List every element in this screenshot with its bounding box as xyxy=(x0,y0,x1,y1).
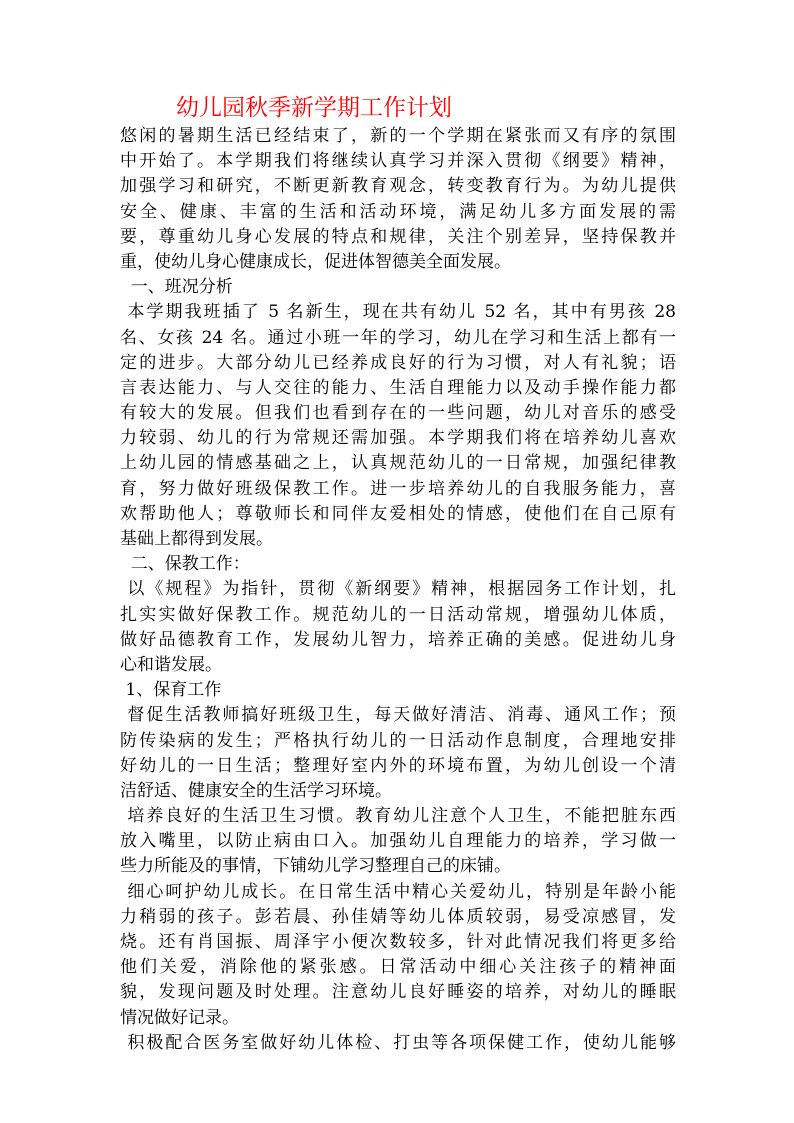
text-line: 安全、健康、丰富的生活和活动环境，满足幼儿多方面发展的需 xyxy=(120,201,676,222)
text-line: 力较弱、幼儿的行为常规还需加强。本学期我们将在培养幼儿喜欢 xyxy=(120,428,676,449)
text-line: 好幼儿的一日生活；整理好室内外的环境布置，为幼儿创设一个清 xyxy=(120,755,676,776)
text-line: 悠闲的暑期生活已经结束了，新的一个学期在紧张而又有序的氛围 xyxy=(120,126,676,146)
text-line: 二、保教工作： xyxy=(120,554,250,575)
text-line: 做好品德教育工作，发展幼儿智力，培养正确的美感。促进幼儿身 xyxy=(120,629,676,650)
text-line: 本学期我班插了 5 名新生，现在共有幼儿 52 名，其中有男孩 28 xyxy=(120,302,676,323)
text-line: 培养良好的生活卫生习惯。教育幼儿注意个人卫生，不能把脏东西 xyxy=(120,806,676,827)
text-line: 防传染病的发生；严格执行幼儿的一日活动作息制度，合理地安排 xyxy=(120,730,676,751)
text-line: 洁舒适、健康安全的生活学习环境。 xyxy=(120,780,392,801)
text-line: 育，努力做好班级保教工作。进一步培养幼儿的自我服务能力，喜 xyxy=(120,478,676,499)
text-line: 1、保育工作 xyxy=(120,680,222,701)
document-body xyxy=(120,124,676,1056)
text-line: 烧。还有肖国振、周泽宇小便次数较多，针对此情况我们将更多给 xyxy=(120,932,676,952)
text-line: 上幼儿园的情感基础之上，认真规范幼儿的一日常规，加强纪律教 xyxy=(120,453,676,474)
text-line: 他们关爱，消除他的紧张感。日常活动中细心关注孩子的精神面 xyxy=(120,957,676,978)
text-line: 心和谐发展。 xyxy=(120,654,222,675)
text-line: 细心呵护幼儿成长。在日常生活中精心关爱幼儿，特别是年龄小能 xyxy=(120,881,676,902)
text-line: 力稍弱的孩子。彭若晨、孙佳婧等幼儿体质较弱，易受凉感冒，发 xyxy=(120,906,676,927)
text-line: 基础上都得到发展。 xyxy=(120,529,273,549)
text-line: 情况做好记录。 xyxy=(120,1007,239,1028)
text-line: 重，使幼儿身心健康成长，促进体智德美全面发展。 xyxy=(120,251,511,272)
text-line: 中开始了。本学期我们将继续认真学习并深入贯彻《纲要》精神， xyxy=(120,151,676,172)
document-title: 幼儿园秋季新学期工作计划 xyxy=(176,95,452,121)
text-line: 要，尊重幼儿身心发展的特点和规律，关注个别差异，坚持保教并 xyxy=(120,226,676,247)
text-line: 名、女孩 24 名。通过小班一年的学习，幼儿在学习和生活上都有一 xyxy=(120,327,676,348)
text-line: 有较大的发展。但我们也看到存在的一些问题，幼儿对音乐的感受 xyxy=(120,403,676,424)
text-line: 些力所能及的事情，下铺幼儿学习整理自己的床铺。 xyxy=(120,856,511,877)
text-line: 督促生活教师搞好班级卫生，每天做好清洁、消毒、通风工作；预 xyxy=(120,705,676,726)
text-line: 放入嘴里，以防止病由口入。加强幼儿自理能力的培养，学习做一 xyxy=(120,831,676,852)
text-line: 欢帮助他人；尊敬师长和同伴友爱相处的情感，使他们在自己原有 xyxy=(120,503,676,524)
text-line: 以《规程》为指针，贯彻《新纲要》精神，根据园务工作计划，扎 xyxy=(120,579,676,600)
text-line: 定的进步。大部分幼儿已经养成良好的行为习惯，对人有礼貌；语 xyxy=(120,352,676,373)
text-line: 言表达能力、与人交往的能力、生活自理能力以及动手操作能力都 xyxy=(120,377,676,398)
text-line: 积极配合医务室做好幼儿体检、打虫等各项保健工作，使幼儿能够 xyxy=(120,1032,676,1053)
text-line: 貌，发现问题及时处理。注意幼儿良好睡姿的培养，对幼儿的睡眠 xyxy=(120,982,676,1003)
text-line: 扎实实做好保教工作。规范幼儿的一日活动常规，增强幼儿体质， xyxy=(120,604,676,625)
text-line: 一、班况分析 xyxy=(120,277,233,298)
text-line: 加强学习和研究，不断更新教育观念，转变教育行为。为幼儿提供 xyxy=(120,176,676,197)
